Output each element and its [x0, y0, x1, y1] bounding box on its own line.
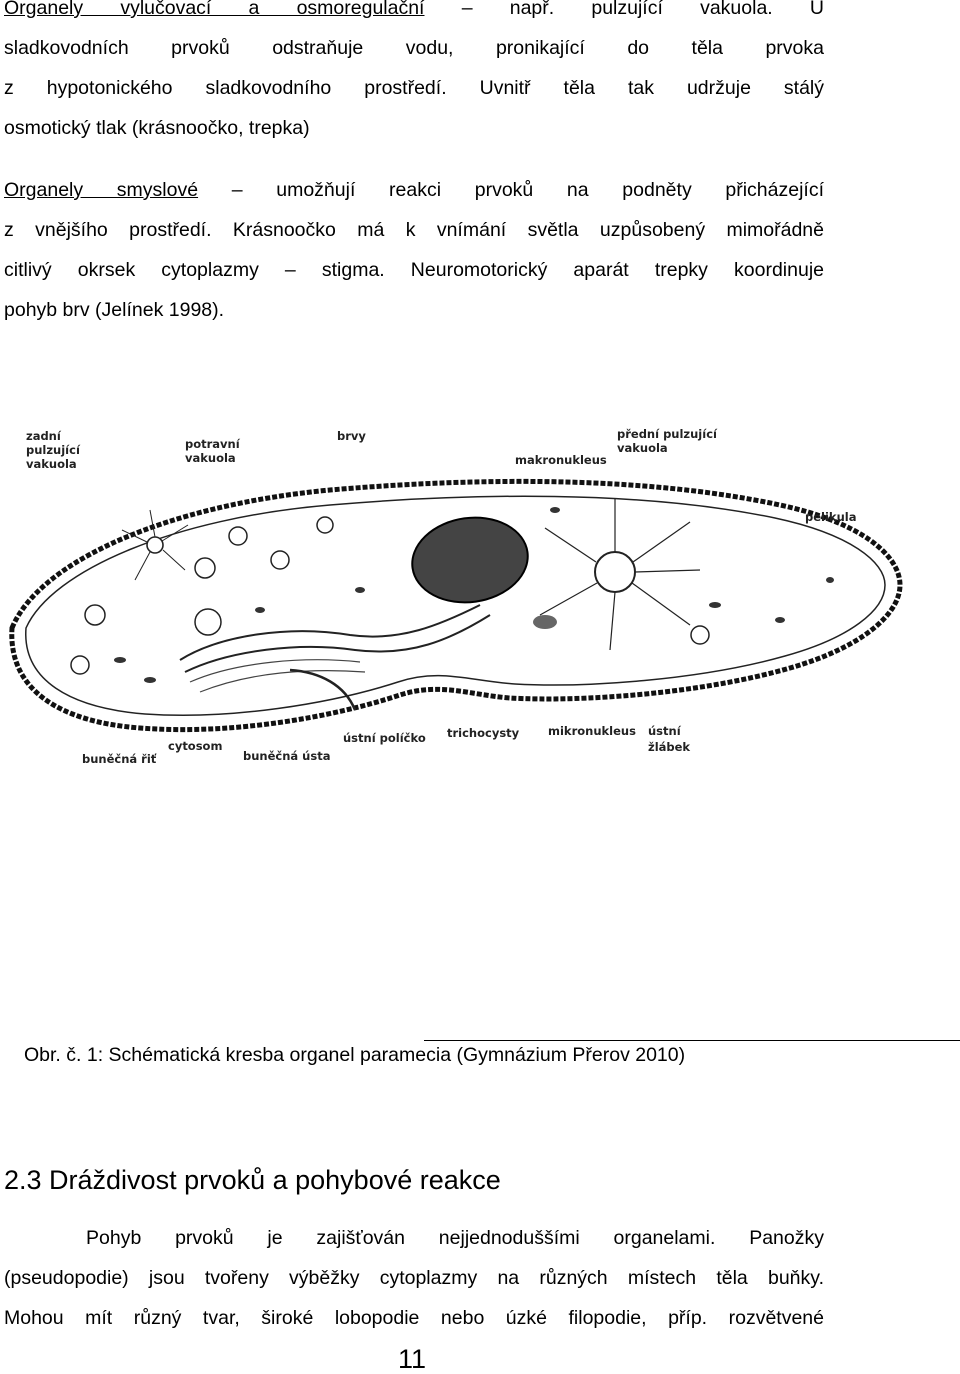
label-cell-mouth: buněčná ústa — [243, 749, 331, 763]
label-cell-anus: buněčná řiť — [82, 752, 157, 766]
term-excretory: Organely vylučovací a osmoregulační — [4, 0, 425, 19]
page-number: 11 — [397, 1344, 427, 1374]
text-line — [4, 0, 824, 28]
text-line: z hypotonického sladkovodního prostředí. Uvnitř těla tak udržuje stálý — [4, 77, 824, 99]
paragraph-motion — [4, 1218, 824, 1338]
section-heading: 2.3 Dráždivost prvoků a pohybové reakce — [4, 1165, 501, 1195]
label-pellicle: pelikula — [805, 510, 857, 524]
text-line — [4, 170, 824, 210]
label-front-vacuole: přední pulzující vakuola — [617, 427, 717, 455]
label-trichocysts: trichocysty — [447, 726, 520, 740]
text-line: Pohyb prvoků je zajišťován nejjednoduššími organelami. Panožky — [86, 1227, 824, 1249]
micronucleus-shape — [533, 615, 557, 629]
label-food-vacuole: potravní vakuola — [185, 437, 240, 465]
text-line: pohyb brv (Jelínek 1998). — [4, 299, 225, 321]
paramecium-body — [12, 481, 900, 729]
label-macronucleus: makronukleus — [515, 453, 607, 467]
text-line: z vnějšího prostředí. Krásnoočko má k vnímání světla uzpůsobený mimořádně — [4, 219, 824, 241]
label-cytosome: cytosom — [168, 739, 223, 753]
text-line: Mohou mít různý tvar, široké lobopodie nebo úzké filopodie, příp. rozvětvené — [4, 1307, 824, 1329]
text-fragment: – umožňují reakci prvoků na podněty přicházející — [231, 179, 824, 201]
label-oral-field: ústní políčko — [343, 731, 426, 745]
label-cilia: brvy — [337, 429, 366, 443]
label-oral-groove: ústní žlábek — [648, 724, 691, 754]
paragraph-excretory-organelles — [4, 0, 824, 148]
text-fragment: – např. pulzující vakuola. U — [461, 0, 824, 19]
text-line: osmotický tlak (krásnoočko, trepka) — [4, 117, 310, 139]
paragraph-sensory-organelles — [4, 170, 824, 330]
label-micronucleus: mikronukleus — [548, 724, 636, 738]
term-sensory: Organely smyslové — [4, 179, 199, 201]
figure-caption: Obr. č. 1: Schématická kresba organel paramecia (Gymnázium Přerov 2010) — [24, 1044, 686, 1066]
text-line: citlivý okrsek cytoplazmy – stigma. Neuromotorický aparát trepky koordinuje — [4, 259, 824, 281]
macronucleus-shape — [407, 510, 534, 609]
front-contractile-vacuole — [540, 498, 700, 650]
text-line: (pseudopodie) jsou tvořeny výběžky cytoplazmy na různých místech těla buňky. — [4, 1267, 824, 1289]
text-line: sladkovodních prvoků odstraňuje vodu, pronikající do těla prvoka — [4, 37, 824, 59]
oral-groove — [180, 605, 490, 710]
label-rear-vacuole: zadní pulzující vakuola — [26, 429, 80, 471]
paramecium-diagram — [0, 410, 960, 780]
